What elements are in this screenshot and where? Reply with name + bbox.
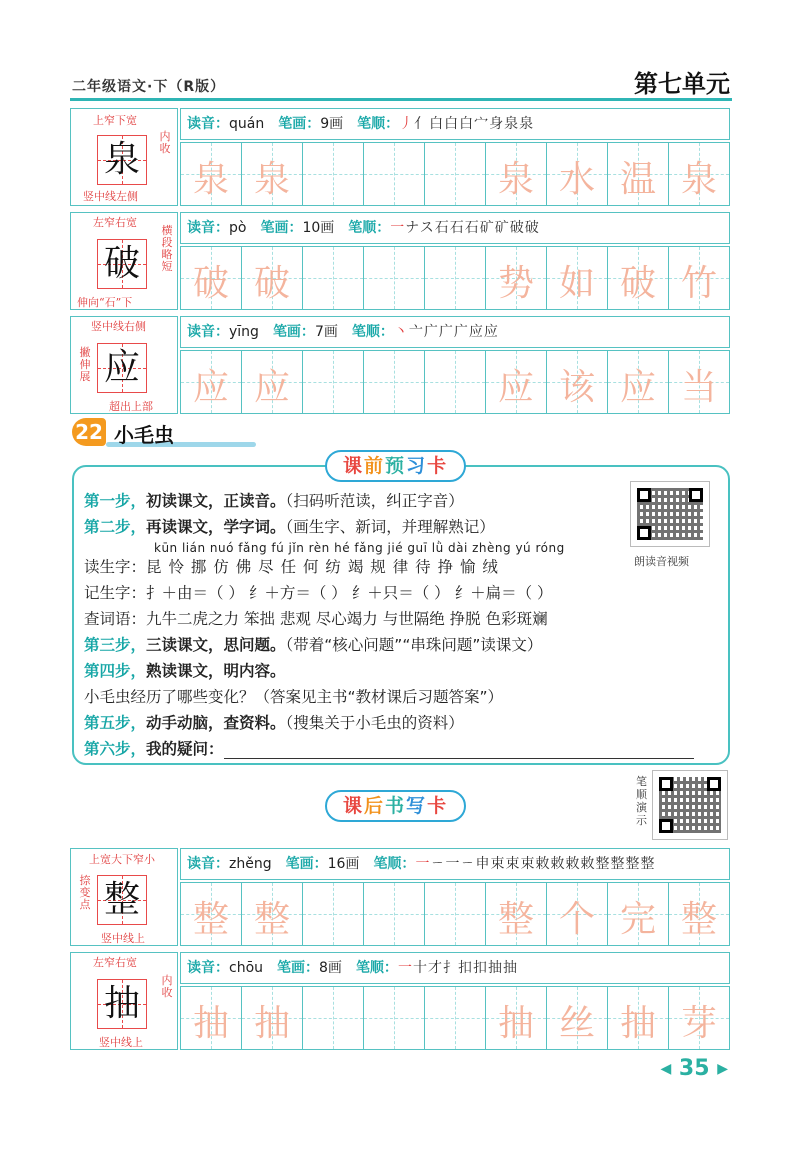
badge-char: 后	[364, 795, 386, 817]
trace-character: 芽	[680, 1003, 717, 1044]
practice-cell[interactable]	[547, 351, 608, 413]
trace-character: 竹	[680, 263, 717, 304]
lesson-heading	[72, 418, 232, 448]
step-title: 熟读课文，明内容。	[146, 662, 286, 680]
practice-cell[interactable]	[547, 987, 608, 1049]
practice-cell[interactable]	[181, 143, 242, 205]
pinyin-value: quán	[229, 116, 265, 132]
character-row	[70, 316, 730, 414]
trace-character: 抽	[497, 1003, 534, 1044]
trace-character: 破	[253, 263, 290, 304]
writing-tip: 竖中线左侧	[83, 190, 138, 203]
step-5	[84, 711, 464, 733]
practice-cell[interactable]	[486, 987, 547, 1049]
practice-cell[interactable]	[364, 247, 425, 309]
pinyin-value: zhěng	[229, 856, 272, 872]
writing-tip: 超出上部	[109, 400, 153, 413]
read-chars-line	[84, 555, 499, 577]
practice-grid	[180, 986, 730, 1050]
writing-tip: 伸向“石”下	[77, 296, 133, 309]
stroke-step: 申	[475, 856, 491, 872]
practice-cell[interactable]	[181, 883, 242, 945]
read-chars: 昆 怜 挪 仿 佛 尽 任 何 纺 竭 规 律 待 挣 愉 绒	[146, 558, 499, 576]
writing-tip: 横段略短	[161, 224, 173, 273]
pinyin-label: 读音：	[187, 960, 229, 976]
writing-tip: 上窄下宽	[93, 114, 137, 127]
stroke-step: ㄧ	[430, 856, 446, 872]
stroke-step: 束	[490, 856, 506, 872]
step-title: 动手动脑，查资料。	[146, 714, 286, 732]
stroke-step: 整	[640, 856, 656, 872]
practice-cell[interactable]	[242, 247, 303, 309]
character-info	[180, 848, 730, 880]
practice-cell[interactable]	[181, 987, 242, 1049]
trace-character: 整	[680, 899, 717, 940]
stroke-step: 一	[390, 220, 406, 236]
character-row	[70, 952, 730, 1050]
practice-cell[interactable]	[303, 351, 364, 413]
trace-character: 泉	[497, 159, 534, 200]
practice-cell[interactable]	[425, 143, 486, 205]
character-row	[70, 848, 730, 946]
model-character-box	[70, 108, 178, 206]
stroke-step: 矿	[479, 220, 495, 236]
stroke-step: 整	[595, 856, 611, 872]
practice-grid	[180, 350, 730, 414]
practice-cell[interactable]	[425, 351, 486, 413]
badge-char: 卡	[427, 455, 449, 477]
trace-character: 个	[558, 899, 595, 940]
practice-cell[interactable]	[547, 143, 608, 205]
trace-character: 温	[619, 159, 656, 200]
stroke-order	[394, 324, 499, 340]
practice-cell[interactable]	[364, 143, 425, 205]
practice-cell[interactable]	[364, 351, 425, 413]
stroke-step: 敕	[565, 856, 581, 872]
next-page-icon[interactable]: ▶	[717, 1061, 728, 1077]
trace-character: 如	[558, 263, 595, 304]
strokes-value: 7画	[314, 324, 338, 340]
pinyin-label: 读音：	[187, 324, 229, 340]
stroke-step: 束	[520, 856, 536, 872]
pinyin-label: 读音：	[187, 220, 229, 236]
answer-line[interactable]	[224, 744, 694, 759]
strokes-label: 笔画：	[277, 960, 320, 976]
stroke-step: 束	[505, 856, 521, 872]
practice-cell[interactable]	[608, 883, 669, 945]
order-label: 笔顺：	[348, 220, 391, 236]
model-character: 应	[103, 347, 140, 388]
trace-character: 泉	[253, 159, 290, 200]
pinyin-label: 读音：	[187, 116, 229, 132]
trace-character: 应	[619, 367, 656, 408]
badge-char: 预	[385, 455, 407, 477]
character-info	[180, 212, 730, 244]
practice-cell[interactable]	[669, 247, 729, 309]
character-row	[70, 108, 730, 206]
stroke-step: 石	[449, 220, 465, 236]
badge-char: 习	[406, 455, 428, 477]
practice-cell[interactable]	[364, 883, 425, 945]
writing-tip: 内收	[161, 974, 173, 999]
stroke-step: 一	[397, 960, 413, 976]
strokes-label: 笔画：	[260, 220, 303, 236]
words-label: 查词语：	[84, 610, 147, 628]
trace-character: 完	[619, 899, 656, 940]
step-title: 我的疑问：	[146, 740, 224, 758]
stroke-step: 应	[483, 324, 499, 340]
pinyin-label: 读音：	[187, 856, 229, 872]
badge-char: 写	[406, 795, 428, 817]
character-info	[180, 952, 730, 984]
strokes-label: 笔画：	[285, 856, 328, 872]
lesson-title: 小毛虫	[114, 423, 174, 447]
stroke-step: 才	[427, 960, 443, 976]
preview-card-badge	[325, 450, 466, 482]
trace-character: 当	[680, 367, 717, 408]
trace-character: 应	[253, 367, 290, 408]
pinyin-value: chōu	[229, 960, 264, 976]
order-label: 笔顺：	[373, 856, 416, 872]
practice-cell[interactable]	[181, 351, 242, 413]
practice-cell[interactable]	[486, 143, 547, 205]
practice-cell[interactable]	[608, 351, 669, 413]
step-label: 第二步，	[84, 518, 147, 536]
model-character: 抽	[103, 983, 140, 1024]
practice-cell[interactable]	[669, 351, 729, 413]
page-number	[660, 1056, 728, 1081]
step-title: 三读课文，思问题。	[146, 636, 286, 654]
practice-cell[interactable]	[242, 351, 303, 413]
stroke-step: 宀	[474, 116, 490, 132]
strokes-value: 9画	[320, 116, 344, 132]
stroke-step: 矿	[494, 220, 510, 236]
character-info	[180, 316, 730, 348]
practice-cell[interactable]	[669, 143, 729, 205]
character-info	[180, 108, 730, 140]
trace-character: 破	[619, 263, 656, 304]
badge-char: 前	[364, 455, 386, 477]
badge-char: 课	[343, 455, 365, 477]
trace-character: 抽	[192, 1003, 229, 1044]
stroke-step: 抽	[487, 960, 503, 976]
model-character: 泉	[103, 139, 140, 180]
practice-cell[interactable]	[425, 883, 486, 945]
badge-char: 卡	[427, 795, 449, 817]
trace-character: 整	[253, 899, 290, 940]
pinyin-value: yīng	[229, 324, 259, 340]
memo-line	[84, 581, 553, 603]
stroke-step: 破	[509, 220, 525, 236]
order-label: 笔顺：	[355, 960, 398, 976]
step-label: 第一步，	[84, 492, 147, 510]
stroke-order	[390, 220, 539, 236]
stroke-step: 整	[610, 856, 626, 872]
pinyin-value: pò	[229, 220, 247, 236]
model-character: 破	[103, 243, 140, 284]
stroke-order	[398, 960, 518, 976]
practice-cell[interactable]	[303, 883, 364, 945]
step-note: （画生字、新词，并理解熟记）	[285, 518, 495, 536]
qr-caption: 朗读音视频	[634, 555, 689, 568]
step-label: 第六步，	[84, 740, 147, 758]
stroke-step: 扌	[442, 960, 458, 976]
page-number-text: 35	[678, 1056, 710, 1081]
trace-character: 整	[497, 899, 534, 940]
step-note: （搜集关于小毛虫的资料）	[285, 714, 464, 732]
writing-tip: 上宽大下窄小	[89, 853, 155, 866]
practice-cell[interactable]	[547, 247, 608, 309]
practice-cell[interactable]	[608, 247, 669, 309]
writing-tip: 竖中线上	[99, 1036, 143, 1049]
trace-character: 泉	[680, 159, 717, 200]
model-character-box	[70, 212, 178, 310]
practice-cell[interactable]	[669, 883, 729, 945]
stroke-step: ㄧ	[460, 856, 476, 872]
order-label: 笔顺：	[351, 324, 394, 340]
writing-tip: 左窄右宽	[93, 956, 137, 969]
trace-character: 泉	[192, 159, 229, 200]
practice-cell[interactable]	[486, 883, 547, 945]
stroke-step: 抽	[502, 960, 518, 976]
strokes-label: 笔画：	[272, 324, 315, 340]
writing-tip: 竖中线上	[101, 932, 145, 945]
stroke-step: 石	[464, 220, 480, 236]
stroke-step: 广	[423, 324, 439, 340]
stroke-step: 亠	[408, 324, 424, 340]
prev-page-icon[interactable]: ◀	[660, 1061, 672, 1077]
character-row	[70, 212, 730, 310]
stroke-step: 白	[429, 116, 445, 132]
model-character-box	[70, 316, 178, 414]
stroke-step: 亻	[414, 116, 430, 132]
trace-character: 破	[192, 263, 229, 304]
stroke-order	[399, 116, 534, 132]
practice-cell[interactable]	[425, 987, 486, 1049]
stroke-step: 白	[444, 116, 460, 132]
practice-cell[interactable]	[486, 247, 547, 309]
step-2	[84, 515, 495, 537]
badge-char: 课	[343, 795, 365, 817]
practice-grid	[180, 246, 730, 310]
stroke-step: 扣	[472, 960, 488, 976]
book-title: 二年级语文·下（R版）	[72, 79, 226, 95]
practice-cell[interactable]	[242, 883, 303, 945]
question-line: 小毛虫经历了哪些变化？（答案见主书“教材课后习题答案”）	[84, 688, 504, 706]
practice-cell[interactable]	[669, 987, 729, 1049]
strokes-value: 8画	[319, 960, 342, 976]
strokes-label: 笔画：	[278, 116, 321, 132]
stroke-step: 身	[489, 116, 505, 132]
step-note: （扫码听范读，纠正字音）	[285, 492, 464, 510]
model-character-box	[70, 952, 178, 1050]
new-char-pinyin: kūn lián nuó fǎng fú jǐn rèn hé fǎng jié guī lǜ dài zhèng yú róng	[154, 541, 565, 555]
step-label: 第五步，	[84, 714, 147, 732]
words-list: 九牛二虎之力 笨拙 悲观 尽心竭力 与世隔绝 挣脱 色彩斑斓	[146, 610, 548, 628]
trace-character: 抽	[253, 1003, 290, 1044]
practice-cell[interactable]	[242, 987, 303, 1049]
step-1	[84, 489, 464, 511]
step-6	[84, 737, 694, 759]
stroke-step: 广	[438, 324, 454, 340]
writing-tip: 撇伸展	[79, 346, 91, 383]
order-label: 笔顺：	[357, 116, 400, 132]
unit-title: 第七单元	[634, 70, 730, 98]
preview-card	[72, 465, 730, 765]
stroke-step: 敕	[550, 856, 566, 872]
trace-character: 抽	[619, 1003, 656, 1044]
practice-cell[interactable]	[181, 247, 242, 309]
trace-character: 丝	[558, 1003, 595, 1044]
practice-cell[interactable]	[425, 247, 486, 309]
header-divider	[70, 98, 732, 101]
step-title: 初读课文，正读音。	[146, 492, 286, 510]
stroke-step: 扣	[457, 960, 473, 976]
writing-card-badge	[325, 790, 466, 822]
qr-code-audio[interactable]	[630, 481, 710, 547]
practice-grid	[180, 882, 730, 946]
practice-grid	[180, 142, 730, 206]
practice-cell[interactable]	[364, 987, 425, 1049]
practice-cell[interactable]	[486, 351, 547, 413]
practice-cell[interactable]	[303, 987, 364, 1049]
stroke-step: 敕	[580, 856, 596, 872]
step-title: 再读课文，学字词。	[146, 518, 286, 536]
step-note: （带着“核心问题”“串珠问题”读课文）	[285, 636, 543, 654]
memo-items: 扌＋由＝（ ） 纟＋方＝（ ） 纟＋只＝（ ） 纟＋扁＝（ ）	[146, 584, 553, 602]
badge-char: 书	[385, 795, 407, 817]
step-label: 第四步，	[84, 662, 147, 680]
stroke-step: 应	[468, 324, 484, 340]
model-character-box	[70, 848, 178, 946]
words-line	[84, 607, 548, 629]
stroke-step: 十	[412, 960, 428, 976]
model-character: 整	[103, 879, 140, 920]
writing-tip: 左窄右宽	[93, 216, 137, 229]
trace-character: 应	[192, 367, 229, 408]
writing-tip: 捺变点	[79, 874, 91, 911]
stroke-step: 石	[434, 220, 450, 236]
trace-character: 水	[558, 159, 595, 200]
step-3	[84, 633, 542, 655]
stroke-order	[415, 856, 655, 872]
stroke-step: ス	[419, 220, 435, 236]
qr-code-stroke-order[interactable]	[652, 770, 728, 840]
stroke-step: 丶	[393, 324, 409, 340]
practice-cell[interactable]	[303, 247, 364, 309]
step-label: 第三步，	[84, 636, 147, 654]
practice-cell[interactable]	[608, 987, 669, 1049]
step-4	[84, 659, 286, 681]
strokes-value: 10画	[302, 220, 335, 236]
practice-cell[interactable]	[303, 143, 364, 205]
stroke-step: 丿	[399, 116, 415, 132]
writing-tip: 内收	[159, 130, 171, 155]
strokes-value: 16画	[327, 856, 360, 872]
stroke-step: 敕	[535, 856, 551, 872]
stroke-step: 破	[524, 220, 540, 236]
stroke-step: 白	[459, 116, 475, 132]
practice-cell[interactable]	[242, 143, 303, 205]
stroke-step: 一	[445, 856, 461, 872]
practice-cell[interactable]	[547, 883, 608, 945]
stroke-step: 泉	[504, 116, 520, 132]
stroke-step: 广	[453, 324, 469, 340]
stroke-step: ナ	[405, 220, 420, 236]
read-label: 读生字：	[84, 558, 147, 576]
trace-character: 整	[192, 899, 229, 940]
memo-label: 记生字：	[84, 584, 147, 602]
stroke-step: 整	[625, 856, 641, 872]
qr-caption-stroke: 笔顺演示	[636, 775, 647, 827]
trace-character: 势	[497, 263, 534, 304]
practice-cell[interactable]	[608, 143, 669, 205]
stroke-step: 一	[415, 856, 431, 872]
lesson-number: 22	[72, 418, 106, 446]
writing-tip: 竖中线右侧	[91, 320, 146, 333]
trace-character: 应	[497, 367, 534, 408]
trace-character: 该	[558, 367, 595, 408]
stroke-step: 泉	[519, 116, 535, 132]
